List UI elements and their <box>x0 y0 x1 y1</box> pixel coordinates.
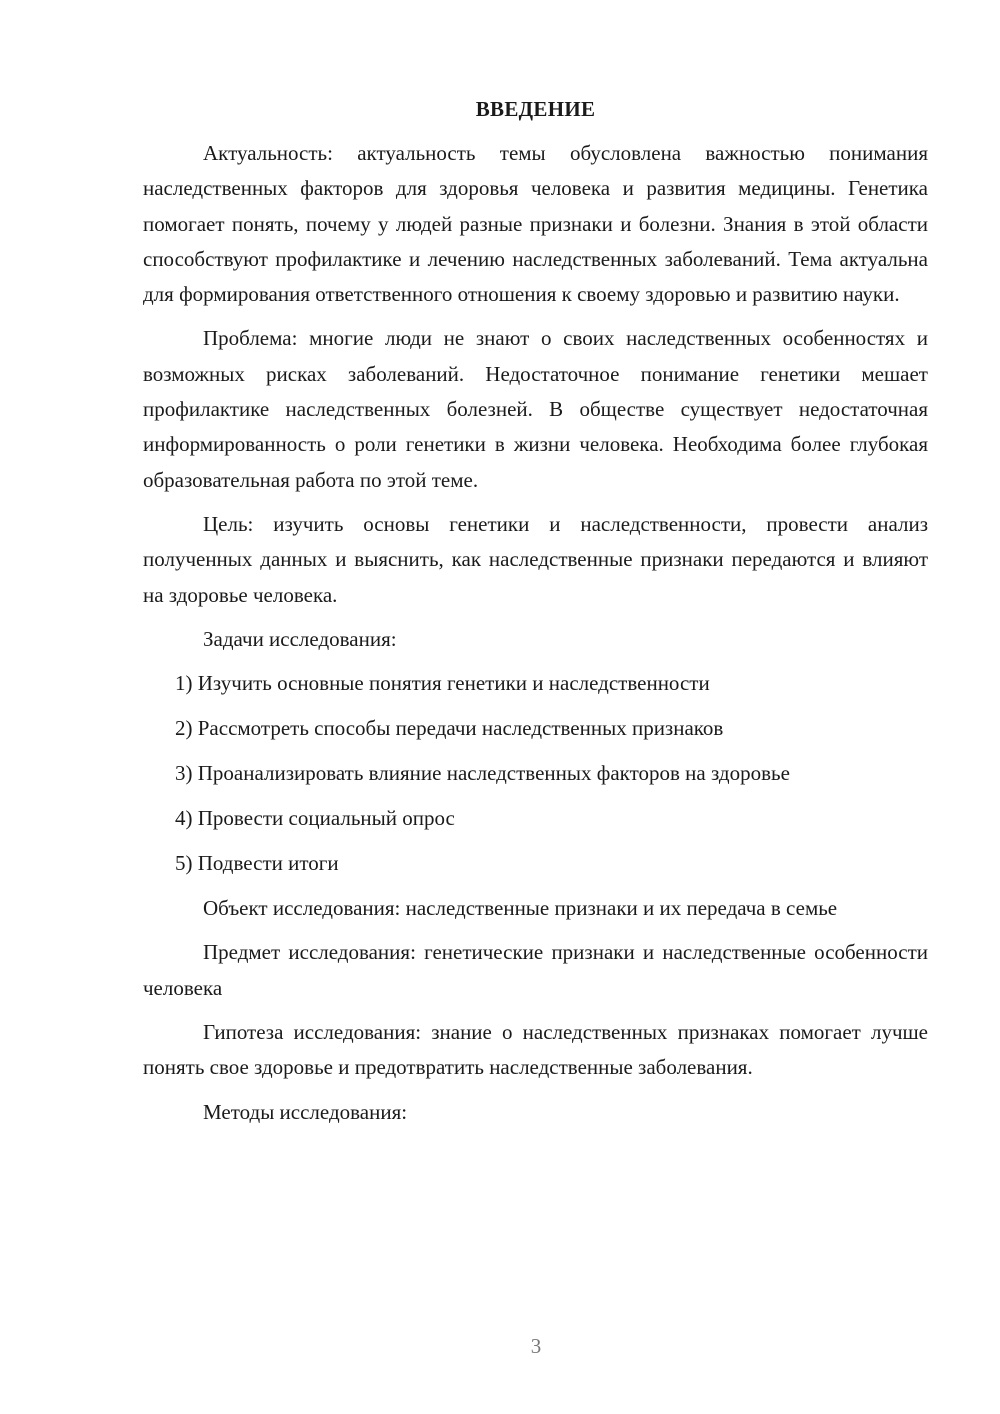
task-item: 4) Провести социальный опрос <box>175 806 455 831</box>
task-item: 5) Подвести итоги <box>175 851 339 876</box>
page-number: 3 <box>530 1334 542 1358</box>
tasks-list <box>143 666 928 881</box>
task-item: 1) Изучить основные понятия генетики и наследственности <box>175 671 710 696</box>
problem-paragraph: Проблема: многие люди не знают о своих наследственных особенностях и возможных рисках заболеваний. Недостаточное понимание генетики мешает профилактике наследственных болезней. В обществе существует недостаточная информированность о роли генетики в жизни человека. Необходима более глубокая образовательная работа по этой теме. <box>143 326 928 492</box>
subject-paragraph: Предмет исследования: генетические признаки и наследственные особенности человека <box>143 940 928 1000</box>
object-paragraph: Объект исследования: наследственные признаки и их передача в семье <box>203 896 838 921</box>
methods-heading: Методы исследования: <box>203 1099 408 1124</box>
relevance-paragraph: Актуальность: актуальность темы обусловлена важностью понимания наследственных факторов для здоровья человека и развития медицины. Генетика помогает понять, почему у людей разные признаки и болезни. Знания в этой области способствуют профилактике и лечению наследственных заболеваний. Тема актуальна для формирования ответственного отношения к своему здоровью и развитию науки. <box>143 141 928 307</box>
hypothesis-paragraph: Гипотеза исследования: знание о наследственных признаках помогает лучше понять свое здоровье и предотвратить наследственные заболевания. <box>143 1019 928 1080</box>
task-item: 2) Рассмотреть способы передачи наследственных признаков <box>175 716 724 741</box>
section-title: ВВЕДЕНИЕ <box>475 97 596 121</box>
document-page <box>143 95 928 1139</box>
goal-paragraph: Цель: изучить основы генетики и наследственности, провести анализ полученных данных и выяснить, как наследственные признаки передаются и влияют на здоровье человека. <box>143 511 928 607</box>
tasks-heading: Задачи исследования: <box>203 626 397 651</box>
task-item: 3) Проанализировать влияние наследственных факторов на здоровье <box>175 761 790 786</box>
